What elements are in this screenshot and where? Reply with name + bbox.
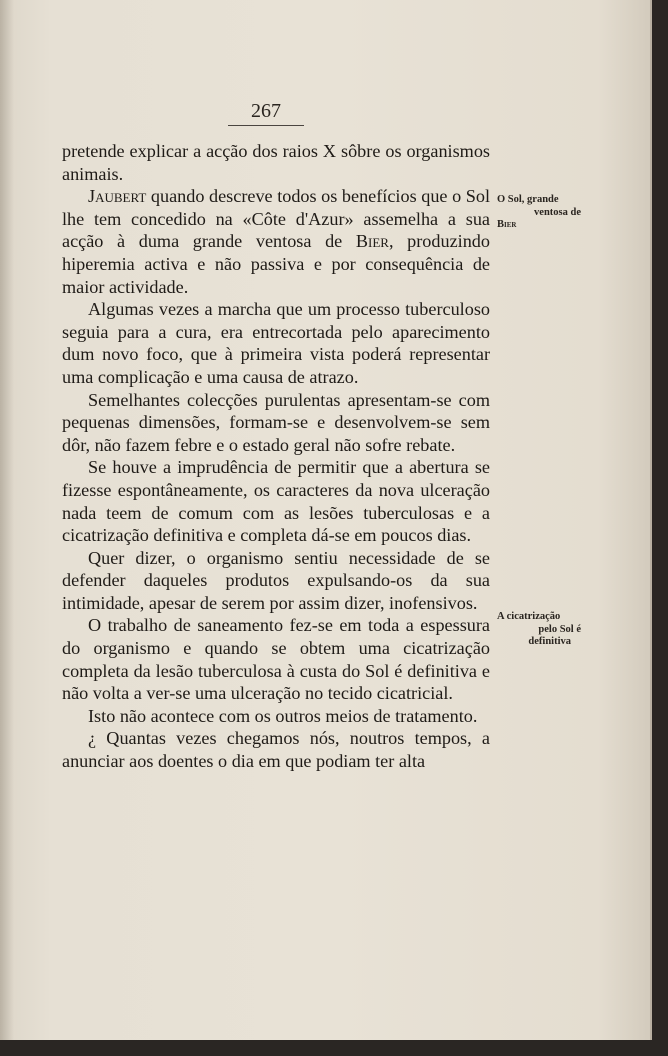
gutter-shadow bbox=[0, 0, 14, 1040]
body-text bbox=[62, 140, 490, 773]
page-number: 267 bbox=[228, 100, 304, 126]
margin-note-line: ventosa de bbox=[534, 206, 581, 218]
paragraph: O trabalho de saneamento fez-se em toda a espessura do organismo e quando se obtem uma cicatrização completa da lesão tuberculosa à custa do Sol é definitiva e não volta a ver-se uma ulceração no tecido cicatricial. bbox=[62, 615, 490, 704]
paragraph-text: , produzindo hiperemia activa e não passiva e por consequência de maior actividade. bbox=[62, 231, 490, 297]
paragraph: ¿ Quantas vezes chegamos nós, noutros tempos, a anunciar aos doentes o dia em que podiam ter alta bbox=[62, 728, 490, 772]
paragraph-continuation: pretende explicar a acção dos raios X sôbre os organismos animais. bbox=[62, 141, 490, 184]
margin-note-line: A cicatrização bbox=[497, 611, 561, 622]
paragraph: Quer dizer, o organismo sentiu necessidade de se defender daqueles produtos expulsando-os da sua intimidade, apesar de serem por assim dizer, inofensivos. bbox=[62, 547, 490, 613]
margin-note-line: pelo Sol é bbox=[538, 623, 581, 635]
margin-note-line: definitiva bbox=[528, 636, 571, 647]
margin-note-line: Bier bbox=[497, 219, 517, 230]
paragraph: Se houve a imprudência de permitir que a abertura se fizesse espontâneamente, os caracteres da nova ulceração nada teem de comum com as lesões tuberculosas e a cicatrização definitiva e completa dá-se em poucos dias. bbox=[62, 457, 490, 546]
paragraph-jaubert bbox=[62, 185, 490, 298]
margin-note-sol-ventosa bbox=[497, 194, 591, 232]
paragraph: Isto não acontece com os outros meios de tratamento. bbox=[88, 705, 478, 726]
author-name-bier: Bier bbox=[355, 231, 389, 252]
paragraph: Semelhantes colecções purulentas apresentam-se com pequenas dimensões, formam-se e desenvolvem-se sem dôr, não fazem febre e o estado geral não sofre rebate. bbox=[62, 389, 490, 455]
margin-note-cicatrizacao bbox=[497, 611, 591, 649]
margin-note-line: O Sol, grande bbox=[497, 194, 559, 205]
paragraph: Algumas vezes a marcha que um processo tuberculoso seguia para a cura, era entrecortada pelo aparecimento dum novo foco, que à primeira vista poderá representar uma complicação e uma causa de atrazo. bbox=[62, 299, 490, 387]
paragraph-text: quando descreve todos os benefícios que o Sol lhe tem concedido na «Côte d'Azur» assemelha a sua acção à duma grande ventosa de bbox=[62, 186, 490, 252]
author-name-jaubert: Jaubert bbox=[88, 186, 147, 207]
